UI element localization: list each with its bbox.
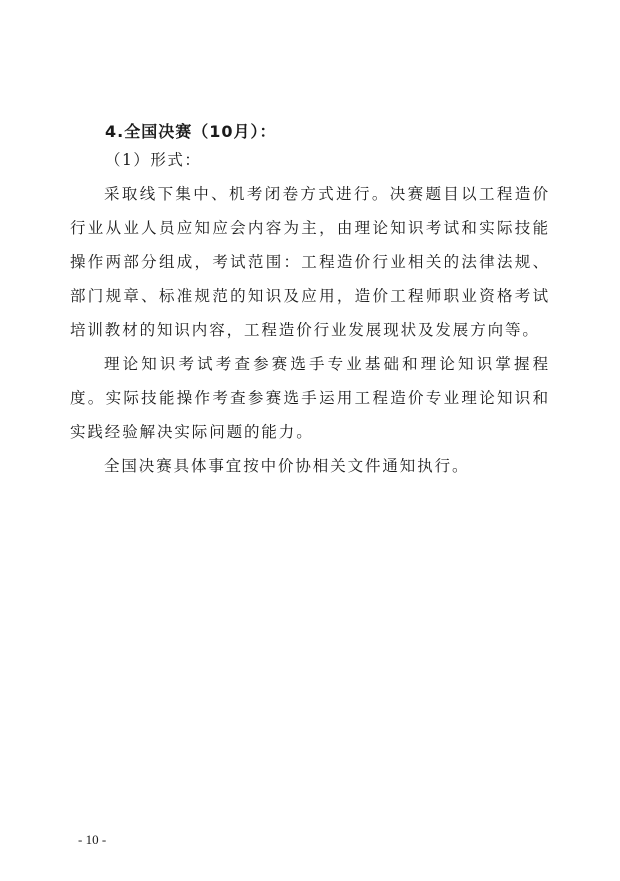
paragraph-exam-content: 理论知识考试考查参赛选手专业基础和理论知识掌握程度。实际技能操作考查参赛选手运用工程造价专业理论知识和实践经验解决实际问题的能力。: [70, 355, 550, 441]
subsection-heading: （1）形式：: [105, 151, 202, 169]
page-number: - 10 -: [78, 832, 107, 847]
paragraph-format-description: 采取线下集中、机考闭卷方式进行。决赛题目以工程造价行业从业人员应知应会内容为主，由理论知识考试和实际技能操作两部分组成，考试范围：工程造价行业相关的法律法规、部门规章、标准规范的知识及应用，造价工程师职业资格考试培训教材的知识内容，工程造价行业发展现状及发展方向等。: [70, 185, 550, 339]
paragraph-notice: 全国决赛具体事宜按中价协相关文件通知执行。: [104, 457, 470, 475]
section-heading: 4.全国决赛（10月）：: [105, 122, 277, 141]
